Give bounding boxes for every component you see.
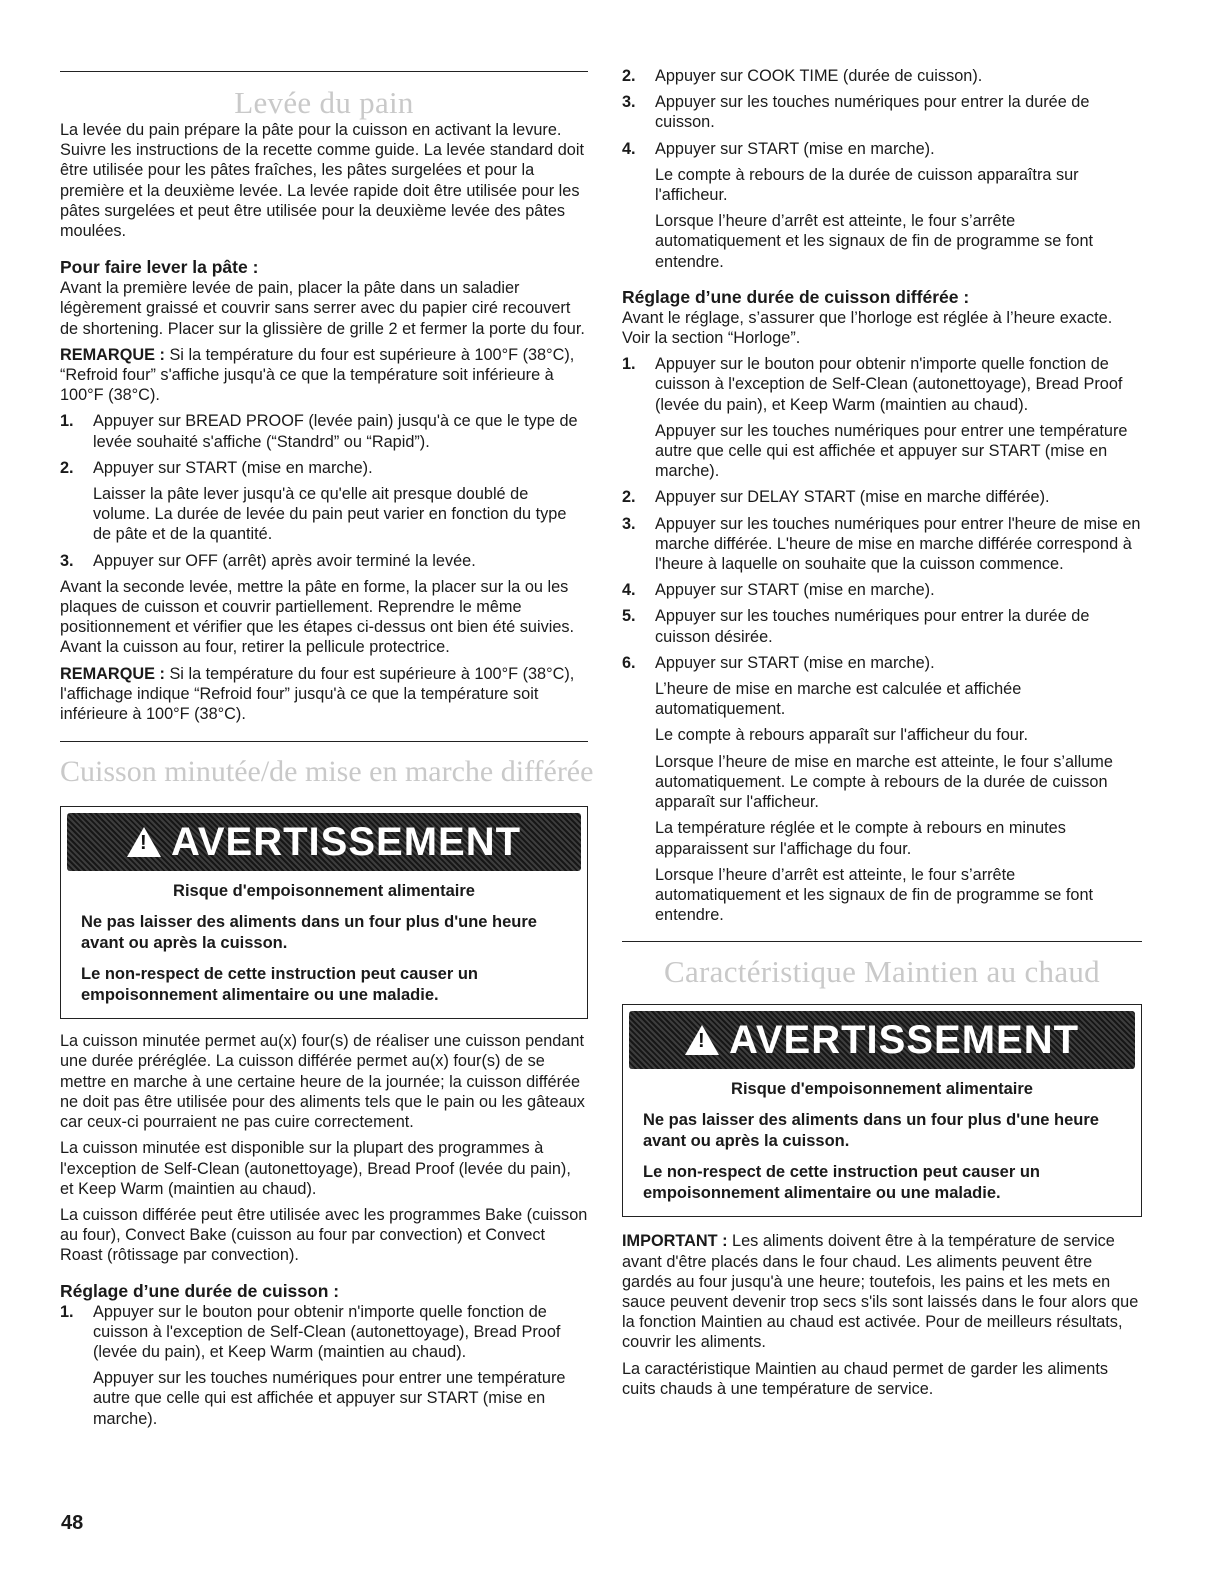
step-number: 3. xyxy=(622,93,636,112)
list-item xyxy=(622,653,1142,673)
bread-proof-note1 xyxy=(60,345,588,406)
important-text: Les aliments doivent être à la température de service avant d'être placés dans le four chaud. Les aliments peuvent être gardés au four jusqu'à une heure; toutefois, les pains et les mets en sauce peuvent devenir trop secs s'ils sont laissés dans le four alors que la fonction Maintien au chaud est activée. Pour de meilleurs résultats, couvrir les aliments. xyxy=(622,1232,1139,1352)
warning-banner xyxy=(629,1011,1135,1069)
step-number: 6. xyxy=(622,653,636,672)
step-detail: Le compte à rebours apparaît sur l'afficheur du four. xyxy=(655,726,1028,745)
warning-line1: Ne pas laisser des aliments dans un four plus d'une heure avant ou après la cuisson. xyxy=(81,913,537,953)
warning-risk: Risque d'empoisonnement alimentaire xyxy=(173,882,475,901)
step-detail: Lorsque l’heure d’arrêt est atteinte, le four s’arrête automatiquement et les signaux de fin de programme se font entendre. xyxy=(655,212,1094,271)
bread-proof-second: Avant la seconde levée, mettre la pâte en forme, la placer sur la ou les plaques de cuisson et couvrir partiellement. Reprendre le même positionnement et vérifier que les étapes ci-dessus ont bien été suivies. Avant la cuisson au four, retirer la pellicule protectrice. xyxy=(60,577,575,657)
warning-word: AVERTISSEMENT xyxy=(170,819,522,864)
step-detail: Appuyer sur les touches numériques pour entrer une température autre que celle qui est affichée et appuyer sur START (mise en marche). xyxy=(93,1369,566,1428)
warning-line1: Ne pas laisser des aliments dans un four plus d'une heure avant ou après la cuisson. xyxy=(643,1111,1099,1151)
section-rule xyxy=(622,941,1142,942)
left-column xyxy=(60,0,594,1429)
list-item xyxy=(60,551,588,571)
step-detail: L’heure de mise en marche est calculée et affichée automatiquement. xyxy=(655,680,1022,719)
warning-banner xyxy=(67,813,581,871)
step-text: Appuyer sur les touches numériques pour entrer la durée de cuisson désirée. xyxy=(655,607,1090,646)
delay-intro: Avant le réglage, s’assurer que l’horloge est réglée à l’heure exacte. Voir la section “Horloge”. xyxy=(622,308,1113,348)
section-title-timed-cooking: Cuisson minutée/de mise en marche différée xyxy=(60,755,594,789)
list-item xyxy=(622,92,1142,132)
list-item xyxy=(622,606,1142,646)
list-item xyxy=(622,139,1142,159)
list-item xyxy=(60,411,588,451)
section-rule xyxy=(60,71,588,72)
list-item xyxy=(622,514,1142,575)
section-title-keep-warm: Caractéristique Maintien au chaud xyxy=(664,954,1100,990)
step-number: 3. xyxy=(60,551,74,570)
step-text: Appuyer sur les touches numériques pour entrer la durée de cuisson. xyxy=(655,93,1090,132)
note-label: REMARQUE : xyxy=(60,664,165,683)
warning-risk: Risque d'empoisonnement alimentaire xyxy=(731,1080,1033,1099)
step-text: Appuyer sur START (mise en marche). xyxy=(655,139,935,158)
bread-proof-before: Avant la première levée de pain, placer la pâte dans un saladier légèrement graissé et couvrir sans serrer avec du papier ciré recouvert de shortening. Placer sur la glissière de grille 2 et fermer la porte du four. xyxy=(60,279,585,338)
step-text: Appuyer sur le bouton pour obtenir n'importe quelle fonction de cuisson à l'exception de Self-Clean (autonettoyage), Bread Proof (levée du pain), et Keep Warm (maintien au chaud). xyxy=(655,355,1123,414)
right-column xyxy=(622,0,1142,1399)
timed-subheading: Réglage d’une durée de cuisson : xyxy=(60,1280,340,1301)
step-number: 2. xyxy=(622,67,636,85)
list-item xyxy=(60,1302,588,1363)
note-text: Si la température du four est supérieure à 100°F (38°C), “Refroid four” s'affiche jusqu'à ce que la température soit inférieure à 100°F (38°C). xyxy=(60,345,575,405)
keep-warm-important xyxy=(622,1231,1142,1352)
step-text: Appuyer sur DELAY START (mise en marche différée). xyxy=(655,488,1050,507)
step-number: 1. xyxy=(622,355,636,374)
step-detail: Lorsque l’heure de mise en marche est atteinte, le four s’allume automatiquement. Le compte à rebours de la durée de cuisson apparaît sur l'afficheur. xyxy=(655,752,1113,812)
step-number: 4. xyxy=(622,139,636,158)
step-number: 1. xyxy=(60,1302,74,1321)
step-text: Appuyer sur START (mise en marche). xyxy=(93,458,373,477)
timed-p2: La cuisson minutée est disponible sur la plupart des programmes à l'exception de Self-Clean (autonettoyage), Bread Proof (levée du pain), et Keep Warm (maintien au chaud). xyxy=(60,1139,571,1198)
step-number: 1. xyxy=(60,412,74,431)
step-number: 3. xyxy=(622,514,636,533)
warning-body xyxy=(61,871,587,1018)
note-text: Si la température du four est supérieure à 100°F (38°C), l'affichage indique “Refroid four” jusqu'à ce que la température soit inférieure à 100°F (38°C). xyxy=(60,664,575,724)
keep-warm-p2: La caractéristique Maintien au chaud permet de garder les aliments cuits chauds à une température de service. xyxy=(622,1359,1108,1398)
timed-p3: La cuisson différée peut être utilisée avec les programmes Bake (cuisson au four), Convect Bake (cuisson au four par convection) et Convect Roast (rôtissage par convection). xyxy=(60,1205,588,1265)
timed-p1: La cuisson minutée permet au(x) four(s) de réaliser une cuisson pendant une durée préréglée. La cuisson différée permet au(x) four(s) de se mettre en marche à une certaine heure de la journée; la cuisson différée ne doit pas être utilisée pour des aliments tels que le pain ou les gâteaux car ceux-ci pourraient ne pas cuire correctement. xyxy=(60,1032,585,1132)
bread-proof-intro: La levée du pain prépare la pâte pour la cuisson en activant la levure. Suivre les instructions de la recette comme guide. La levée standard doit être utilisée pour les pâtes fraîches, les pâtes surgelées et pour la première et la deuxième levée. La levée rapide doit être utilisée pour les pâtes surgelées et peut être utilisée pour la deuxième levée des pâtes moulées. xyxy=(60,121,584,241)
warning-box xyxy=(622,1004,1142,1217)
step-text: Appuyer sur les touches numériques pour entrer l'heure de mise en marche différée. L'heure de mise en marche différée correspond à l'heure à laquelle on souhaite que la cuisson commence. xyxy=(655,514,1141,574)
bread-proof-subheading: Pour faire lever la pâte : xyxy=(60,257,259,278)
warning-line2: Le non-respect de cette instruction peut causer un empoisonnement alimentaire ou une maladie. xyxy=(643,1163,1040,1203)
important-label: IMPORTANT : xyxy=(622,1232,728,1251)
section-rule xyxy=(60,741,588,742)
list-item xyxy=(622,580,1142,600)
list-item xyxy=(622,66,1142,86)
warning-word: AVERTISSEMENT xyxy=(728,1017,1080,1062)
step-text: Appuyer sur le bouton pour obtenir n'importe quelle fonction de cuisson à l'exception de Self-Clean (autonettoyage), Bread Proof (levée du pain), et Keep Warm (maintien au chaud). xyxy=(93,1302,561,1361)
step-text: Appuyer sur START (mise en marche). xyxy=(655,581,935,600)
section-title-bread-proof: Levée du pain xyxy=(234,85,414,120)
list-item xyxy=(622,487,1142,507)
note-label: REMARQUE : xyxy=(60,345,165,364)
list-item xyxy=(622,354,1142,415)
warning-box xyxy=(60,806,588,1019)
step-text: Appuyer sur BREAD PROOF (levée pain) jusqu'à ce que le type de levée souhaité s'affiche (“Standrd” ou “Rapid”). xyxy=(93,412,578,451)
step-number: 2. xyxy=(60,458,74,477)
bread-proof-note2 xyxy=(60,664,588,725)
warning-triangle-icon: ! xyxy=(127,827,161,857)
step-number: 4. xyxy=(622,581,636,600)
step-detail: Appuyer sur les touches numériques pour entrer une température autre que celle qui est affichée et appuyer sur START (mise en marche). xyxy=(655,421,1128,481)
step-number: 5. xyxy=(622,607,636,626)
warning-triangle-icon: ! xyxy=(685,1025,719,1055)
step-detail: Lorsque l’heure d’arrêt est atteinte, le four s’arrête automatiquement et les signaux de fin de programme se font entendre. xyxy=(655,865,1094,925)
list-item xyxy=(60,458,588,478)
step-text: Appuyer sur OFF (arrêt) après avoir terminé la levée. xyxy=(93,551,476,570)
step-number: 2. xyxy=(622,488,636,507)
warning-line2: Le non-respect de cette instruction peut causer un empoisonnement alimentaire ou une maladie. xyxy=(81,965,478,1005)
step-text: Appuyer sur COOK TIME (durée de cuisson). xyxy=(655,67,983,85)
step-text: Appuyer sur START (mise en marche). xyxy=(655,653,935,672)
step-detail: Le compte à rebours de la durée de cuisson apparaîtra sur l'afficheur. xyxy=(655,165,1079,205)
step-detail: La température réglée et le compte à rebours en minutes apparaissent sur l'affichage du four. xyxy=(655,819,1066,858)
step-detail: Laisser la pâte lever jusqu'à ce qu'elle ait presque doublé de volume. La durée de levée du pain peut varier en fonction du type de pâte et de la quantité. xyxy=(93,485,567,544)
warning-body xyxy=(623,1069,1141,1216)
page-number: 48 xyxy=(61,1512,84,1534)
delay-subheading: Réglage d’une durée de cuisson différée : xyxy=(622,286,970,307)
